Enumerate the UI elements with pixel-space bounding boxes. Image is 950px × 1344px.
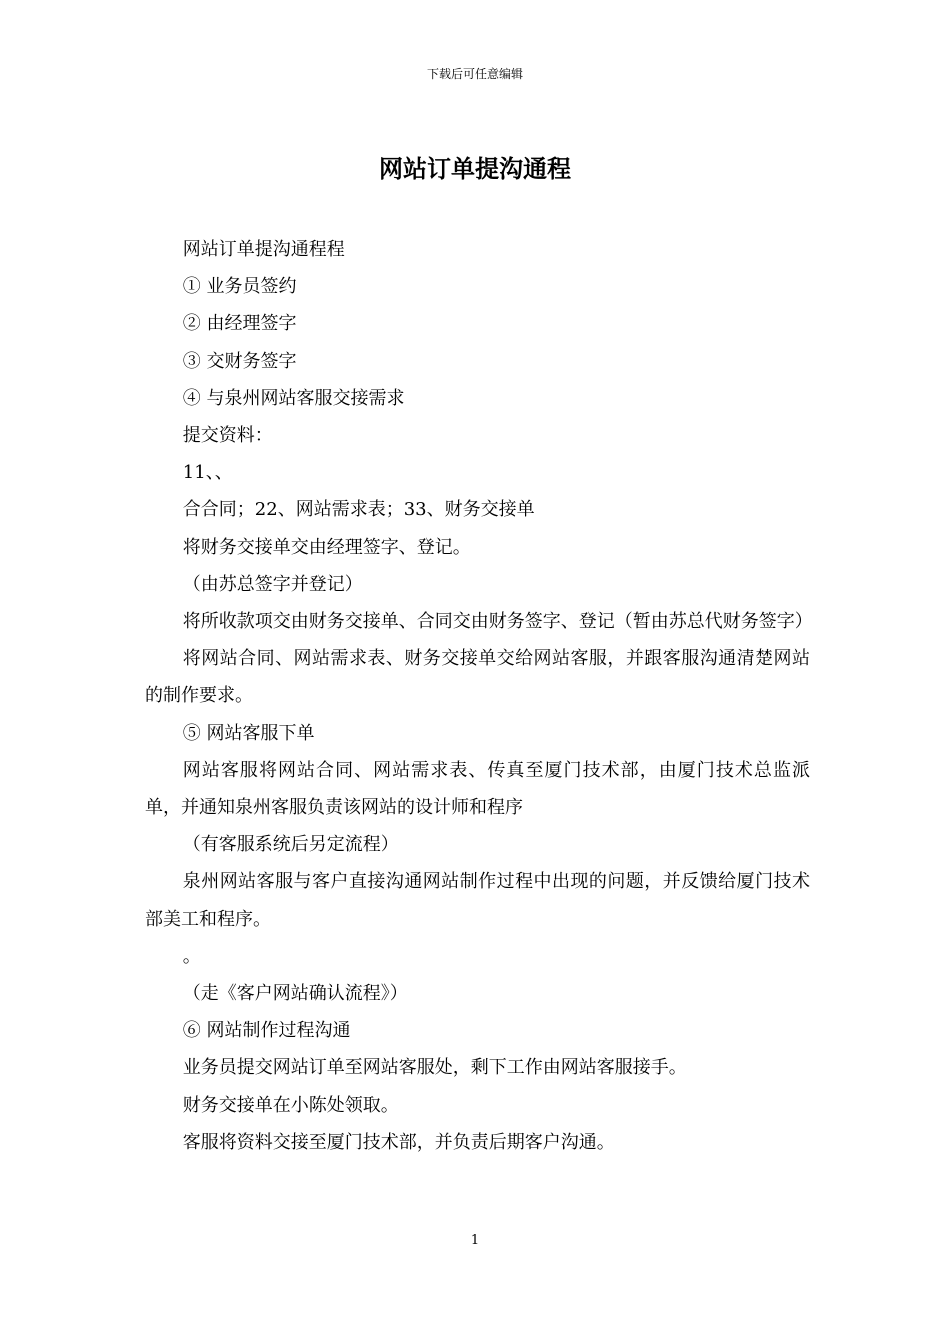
page-number: 1 <box>470 1233 480 1248</box>
paragraph: 将所收款项交由财务交接单、合同交由财务签字、登记（暂由苏总代财务签字） <box>182 611 813 633</box>
paragraph: 客服将资料交接至厦门技术部，并负责后期客户沟通。 <box>182 1131 615 1153</box>
paragraph: 泉州网站客服与客户直接沟通网站制作过程中出现的问题，并反馈给厦门技术部美工和程序。 <box>145 871 810 930</box>
paragraph: （走《客户网站确认流程》） <box>182 983 408 1005</box>
paragraph: 业务员提交网站订单至网站客服处，剩下工作由网站客服接手。 <box>182 1057 687 1079</box>
paragraph: （由苏总签字并登记） <box>182 573 363 595</box>
step-item: ③ 交财务签字 <box>182 350 297 372</box>
paragraph: （有客服系统后另定流程） <box>182 834 399 856</box>
paragraph: 网站客服将网站合同、网站需求表、传真至厦门技术部，由厦门技术总监派单，并通知泉州客服负责该网站的设计师和程序 <box>145 759 810 819</box>
paragraph: 网站订单提沟通程程 <box>182 239 345 260</box>
header-note: 下载后可任意编辑 <box>426 67 523 81</box>
paragraph: 合合同；22、网站需求表；33、财务交接单 <box>182 499 535 521</box>
paragraph: 提交资料： <box>182 425 273 447</box>
paragraph: 将财务交接单交由经理签字、登记。 <box>182 536 471 558</box>
document-body <box>145 231 813 1161</box>
paragraph: 财务交接单在小陈处领取。 <box>182 1094 399 1116</box>
step-item: ⑤ 网站客服下单 <box>182 722 315 744</box>
paragraph: 。 <box>182 945 201 967</box>
document-title: 网站订单提沟通程 <box>379 154 571 183</box>
paragraph: 11、、 <box>182 462 233 484</box>
step-item: ⑥ 网站制作过程沟通 <box>182 1020 351 1042</box>
step-item: ④ 与泉州网站客服交接需求 <box>182 387 405 409</box>
step-item: ① 业务员签约 <box>182 276 297 298</box>
paragraph: 将网站合同、网站需求表、财务交接单交给网站客服，并跟客服沟通清楚网站的制作要求。 <box>145 648 810 707</box>
step-item: ② 由经理签字 <box>182 313 297 335</box>
